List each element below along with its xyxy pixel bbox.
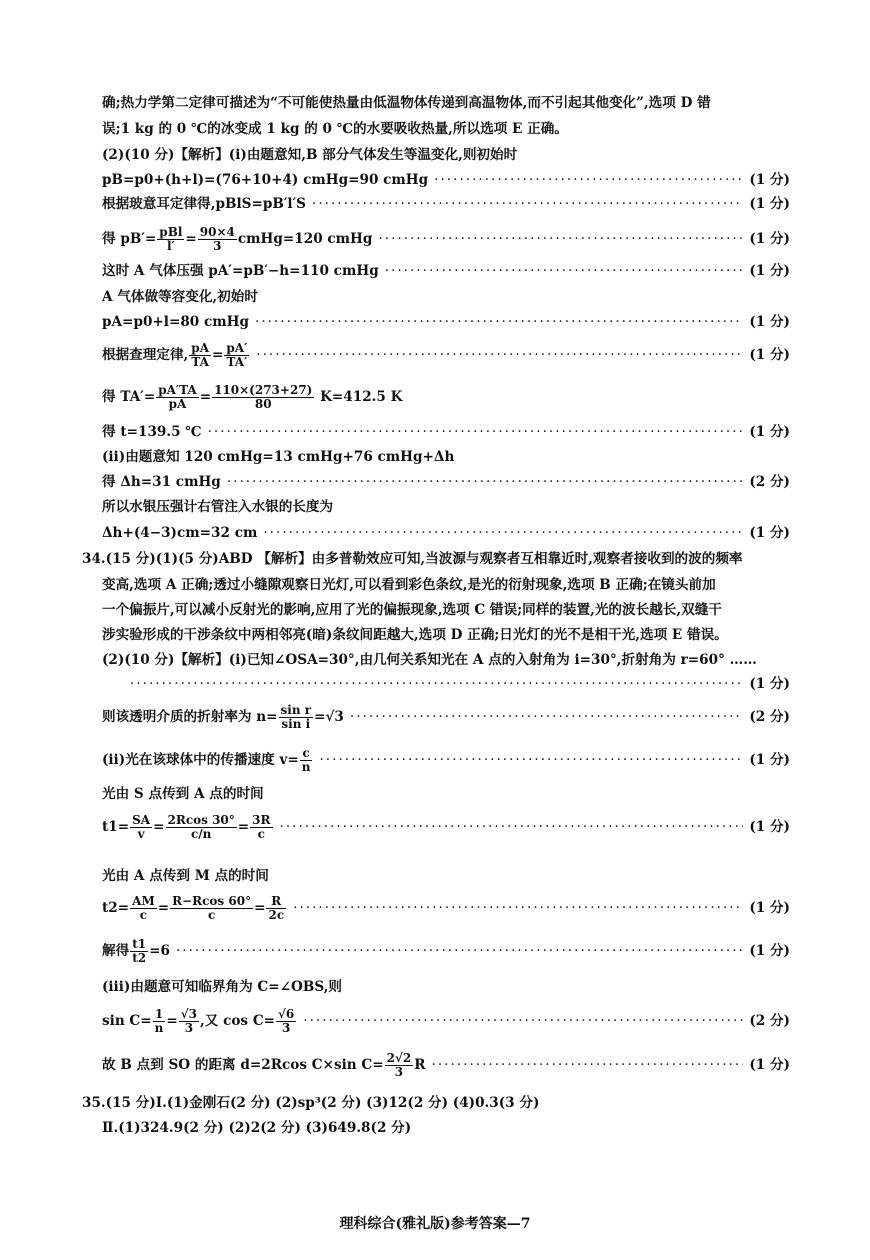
- score-label: (1 分): [749, 900, 790, 916]
- equation-row: Δh+(4−3)cm=32 cm ····· (1 分): [102, 523, 790, 543]
- equation-row: 得 Δh=31 cmHg ····· (2 分): [102, 472, 790, 492]
- text-line: Ⅱ.(1)324.9(2 分) (2)2(2 分) (3)649.8(2 分): [102, 1120, 412, 1136]
- score-label: (1 分): [749, 525, 790, 541]
- fraction: $\frac{1}{n}$: [154, 1007, 164, 1035]
- page-footer: 理科综合(雅礼版)参考答案—7: [339, 1216, 531, 1232]
- equation-row: 解得 $\frac{t1}{t2}$ =6 ····· (1 分): [102, 936, 790, 966]
- fraction: $\frac{110\times(273+27)}{80}$: [214, 383, 313, 411]
- score-label: (1 分): [749, 676, 790, 692]
- fraction: $\frac{√3}{3}$: [180, 1007, 198, 1035]
- equation-row: pB=p0+(h+l)=(76+10+4) cmHg=90 cmHg ····· (1 分): [102, 170, 790, 190]
- fraction: $\frac{t1}{t2}$: [132, 937, 147, 965]
- text-line: (2)(10 分)【解析】(ⅰ)由题意知,B 部分气体发生等温变化,则初始时: [102, 147, 518, 163]
- equation-row: 故 B 点到 SO 的距离 d=2Rcos C×sin C= $\frac{2√2}{3}$ R ····· (1 分): [102, 1050, 790, 1080]
- fraction: $\frac{pA}{TA}$: [191, 341, 209, 369]
- fraction: $\frac{c}{n}$: [301, 746, 311, 774]
- fraction: $\frac{2√2}{3}$: [386, 1051, 412, 1079]
- equation-row: 得 t=139.5 ℃ ····· (1 分): [102, 422, 790, 442]
- text-line: (2)(10 分)【解析】(ⅰ)已知∠OSA=30°,由几何关系知光在 A 点的入射角为 i=30°,折射角为 r=60° ……: [102, 652, 757, 668]
- fraction: $\frac{R}{2c}$: [268, 894, 285, 922]
- equation-row: 这时 A 气体压强 pA′=pB′−h=110 cmHg ····· (1 分): [102, 261, 790, 281]
- equation-row: pA=p0+l=80 cmHg ····· (1 分): [102, 312, 790, 332]
- score-label: (1 分): [749, 943, 790, 959]
- score-label: (2 分): [749, 1013, 790, 1029]
- text-line: (ⅱ)由题意知 120 cmHg=13 cmHg+76 cmHg+Δh: [102, 449, 455, 465]
- score-label: (2 分): [749, 474, 790, 490]
- text-line: 所以水银压强计右管注入水银的长度为: [102, 499, 334, 515]
- equation-row: 根据查理定律, $\frac{pA}{TA}$ = $\frac{pA'}{TA'}$ ····· (1 分): [102, 340, 790, 370]
- fraction: $\frac{\text{sin r}}{\text{sin i}}$: [280, 703, 312, 731]
- question-34-heading: 34.(15 分)(1)(5 分)ABD 【解析】由多普勒效应可知,当波源与观察者互相靠近时,观察者接收到的波的频率: [82, 551, 743, 567]
- score-label: (1 分): [749, 424, 790, 440]
- fraction: $\frac{AM}{c}$: [132, 894, 155, 922]
- equation-row: 则该透明介质的折射率为 n= $\frac{\text{sin r}}{\text{sin i}}$ =√3 ····· (2 分): [102, 702, 790, 732]
- equation-row: [102, 674, 790, 694]
- fraction: $\frac{90\times 4}{3}$: [199, 225, 235, 253]
- fraction: $\frac{pA'}{TA'}$: [226, 341, 248, 369]
- text-line: 误;1 kg 的 0 ℃的冰变成 1 kg 的 0 ℃的水要吸收热量,所以选项 E 正确。: [102, 121, 568, 137]
- equation-row: 得 pB′= $\frac{\text{pBl}}{l'}$ = $\frac{90\times 4}{3}$ cmHg=120 cmHg ····· (1 分): [102, 224, 790, 254]
- score-label: (1 分): [749, 314, 790, 330]
- fraction: $\frac{√6}{3}$: [278, 1007, 295, 1035]
- score-label: (1 分): [749, 172, 790, 188]
- fraction: $\frac{SA}{v}$: [132, 813, 151, 841]
- text-line: (ⅲ)由题意可知临界角为 C=∠OBS,则: [102, 979, 343, 995]
- text-line: 光由 S 点传到 A 点的时间: [102, 786, 264, 802]
- fraction: $\frac{R-Rcos 60^\circ}{c}$: [172, 894, 252, 922]
- fraction: $\frac{3R}{c}$: [252, 813, 271, 841]
- equation-row: 根据玻意耳定律得,pBlS=pB′l′S ····· (1 分): [102, 194, 790, 214]
- text-line: 涉实验形成的干涉条纹中两相邻亮(暗)条纹间距越大,选项 D 正确;日光灯的光不是相干光,选项 E 错误。: [102, 627, 728, 643]
- text-line: 光由 A 点传到 M 点的时间: [102, 868, 269, 884]
- equation-row: 得 TA′= $\frac{pA'TA}{pA}$ = $\frac{110\times(273+27)}{80}$ K=412.5 K: [102, 383, 403, 411]
- score-label: (1 分): [749, 819, 790, 835]
- score-label: (1 分): [749, 263, 790, 279]
- score-label: (1 分): [749, 231, 790, 247]
- score-label: (2 分): [749, 709, 790, 725]
- score-label: (1 分): [749, 196, 790, 212]
- equation-row: t2= $\frac{AM}{c}$ = $\frac{R-Rcos 60^\circ}{c}$ = $\frac{R}{2c}$ ····· (1 分): [102, 893, 790, 923]
- score-label: (1 分): [749, 1057, 790, 1073]
- equation-row: (ⅱ)光在该球体中的传播速度 v= $\frac{c}{n}$ ····· (1 分): [102, 745, 790, 775]
- equation-row: t1= $\frac{SA}{v}$ = $\frac{2Rcos 30^\circ}{c/n}$ = $\frac{3R}{c}$ ····· (1 分): [102, 810, 790, 844]
- fraction: $\frac{\text{pBl}}{l'}$: [159, 225, 183, 253]
- text-line: 确;热力学第二定律可描述为“不可能使热量由低温物体传递到高温物体,而不引起其他变化”,选项 D 错: [102, 95, 711, 111]
- text-line: 一个偏振片,可以减小反射光的影响,应用了光的偏振现象,选项 C 错误;同样的装置,光的波长越长,双缝干: [102, 602, 722, 618]
- text-line: 变高,选项 A 正确;透过小缝隙观察日光灯,可以看到彩色条纹,是光的衍射现象,选项 B 正确;在镜头前加: [102, 577, 716, 593]
- equation-row: sin C= $\frac{1}{n}$ = $\frac{√3}{3}$ ,又 cos C= $\frac{√6}{3}$ ····· (2 分): [102, 1006, 790, 1036]
- text-line: A 气体做等容变化,初始时: [102, 289, 258, 305]
- fraction: $\frac{2Rcos 30^\circ}{c/n}$: [167, 813, 235, 841]
- question-35-heading: 35.(15 分)Ⅰ.(1)金刚石(2 分) (2)sp³(2 分) (3)12(2 分) (4)0.3(3 分): [82, 1095, 540, 1111]
- score-label: (1 分): [749, 752, 790, 768]
- score-label: (1 分): [749, 347, 790, 363]
- fraction: $\frac{pA'TA}{pA}$: [158, 383, 197, 411]
